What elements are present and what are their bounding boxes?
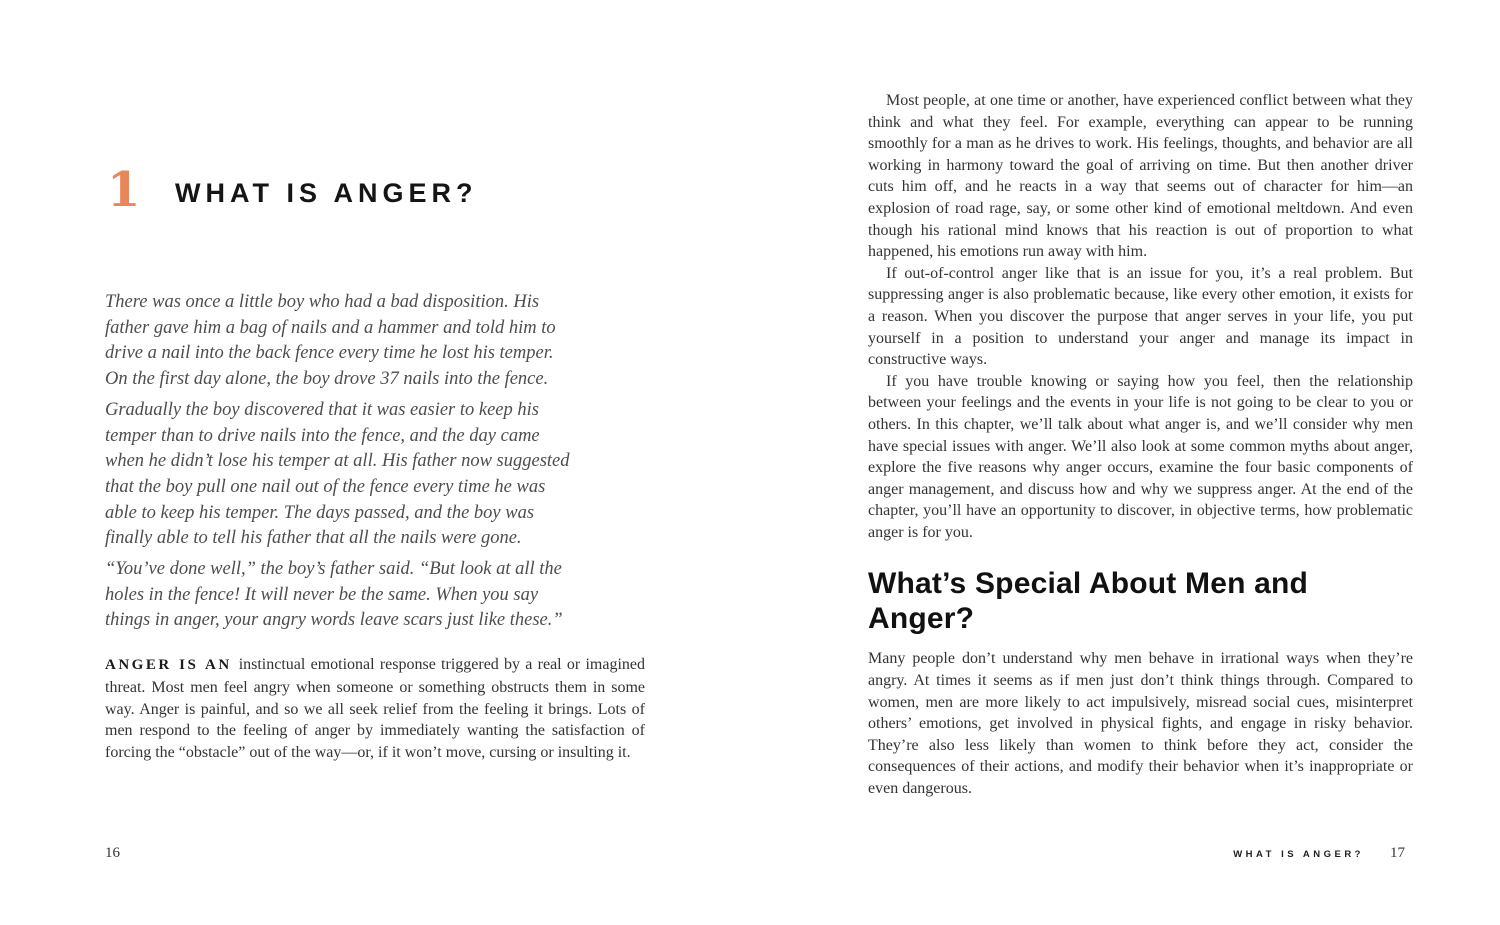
chapter-title: WHAT IS ANGER?: [175, 178, 478, 208]
section-heading: What’s Special About Men and Anger?: [868, 567, 1309, 635]
right-page: [868, 0, 1413, 925]
chapter-opening-paragraph: [105, 654, 645, 764]
body-paragraph: If you have trouble knowing or saying how you feel, then the relationship between your feelings and the events in your life is not going to be clear to you or others. In this chapter, we’ll talk about what anger is, and we’ll consider why men have special issues with anger. We’ll also look at some common myths about anger, explore the five reasons why anger occurs, examine the four basic components of anger management, and discuss how and why we suppress anger. At the end of the chapter, you’ll have an opportunity to discover, in objective terms, how problematic anger is for you.: [868, 372, 1413, 541]
opening-story: [105, 290, 579, 639]
body-paragraph: If out-of-control anger like that is an issue for you, it’s a real problem. But suppressing anger is also problematic because, like every other emotion, it exists for a reason. When you discover the purpose that anger serves in your life, you put yourself in a position to understand your anger and manage its impact in constructive ways.: [868, 264, 1413, 369]
lead-paragraph-text: instinctual emotional response triggered by a real or imagined threat. Most men feel angry when someone or something obstructs them in some way. Anger is painful, and so we all seek relief from the feeling it brings. Lots of men respond to the feeling of anger by immediately wanting the satisfaction of forcing the “obstacle” out of the way—or, if it won’t move, cursing or insulting it.: [105, 656, 645, 762]
page-number-left: 16: [105, 845, 120, 861]
story-paragraph: Gradually the boy discovered that it was easier to keep his temper than to drive nails into the fence, and the day came when he didn’t lose his temper at all. His father now suggested that the boy pull one nail out of the fence every time he was able to keep his temper. The days passed, and the boy was finally able to tell his father that all the nails were gone.: [105, 399, 570, 549]
lead-in-phrase: ANGER IS AN: [105, 657, 232, 673]
running-header: WHAT IS ANGER?: [1233, 849, 1364, 860]
story-paragraph: There was once a little boy who had a bad disposition. His father gave him a bag of nails and a hammer and told him to drive a nail into the back fence every time he lost his temper. On the first day alone, the boy drove 37 nails into the fence.: [105, 292, 556, 390]
body-paragraph: Most people, at one time or another, have experienced conflict between what they think and what they feel. For example, everything can appear to be running smoothly for a man as he drives to work. His feelings, thoughts, and behavior are all working in harmony toward the goal of arriving on time. But then another driver cuts him off, and he reacts in a way that seems out of character for him—an explosion of road rage, say, or some other kind of emotional meltdown. And even though his rational mind knows that his reaction is out of proportion to what happened, his emotions run away with him.: [868, 92, 1413, 261]
chapter-number: 1: [107, 162, 141, 218]
right-page-footer: [1233, 845, 1405, 862]
page-number-right: 17: [1390, 845, 1405, 861]
section-paragraph: Many people don’t understand why men behave in irrational ways when they’re angry. At times it seems as if men just don’t think things through. Compared to women, men are more likely to act impulsively, misread social cues, misinterpret others’ emotions, get involved in physical fights, and engage in risky behavior. They’re also less likely than women to think before they act, consider the consequences of their actions, and modify their behavior when it’s inappropriate or even dangerous.: [868, 650, 1413, 798]
body-text-column: [868, 90, 1413, 800]
left-page: [105, 0, 645, 925]
story-paragraph: “You’ve done well,” the boy’s father said. “But look at all the holes in the fence! It will never be the same. When you say things in anger, your angry words leave scars just like these.”: [105, 559, 563, 631]
